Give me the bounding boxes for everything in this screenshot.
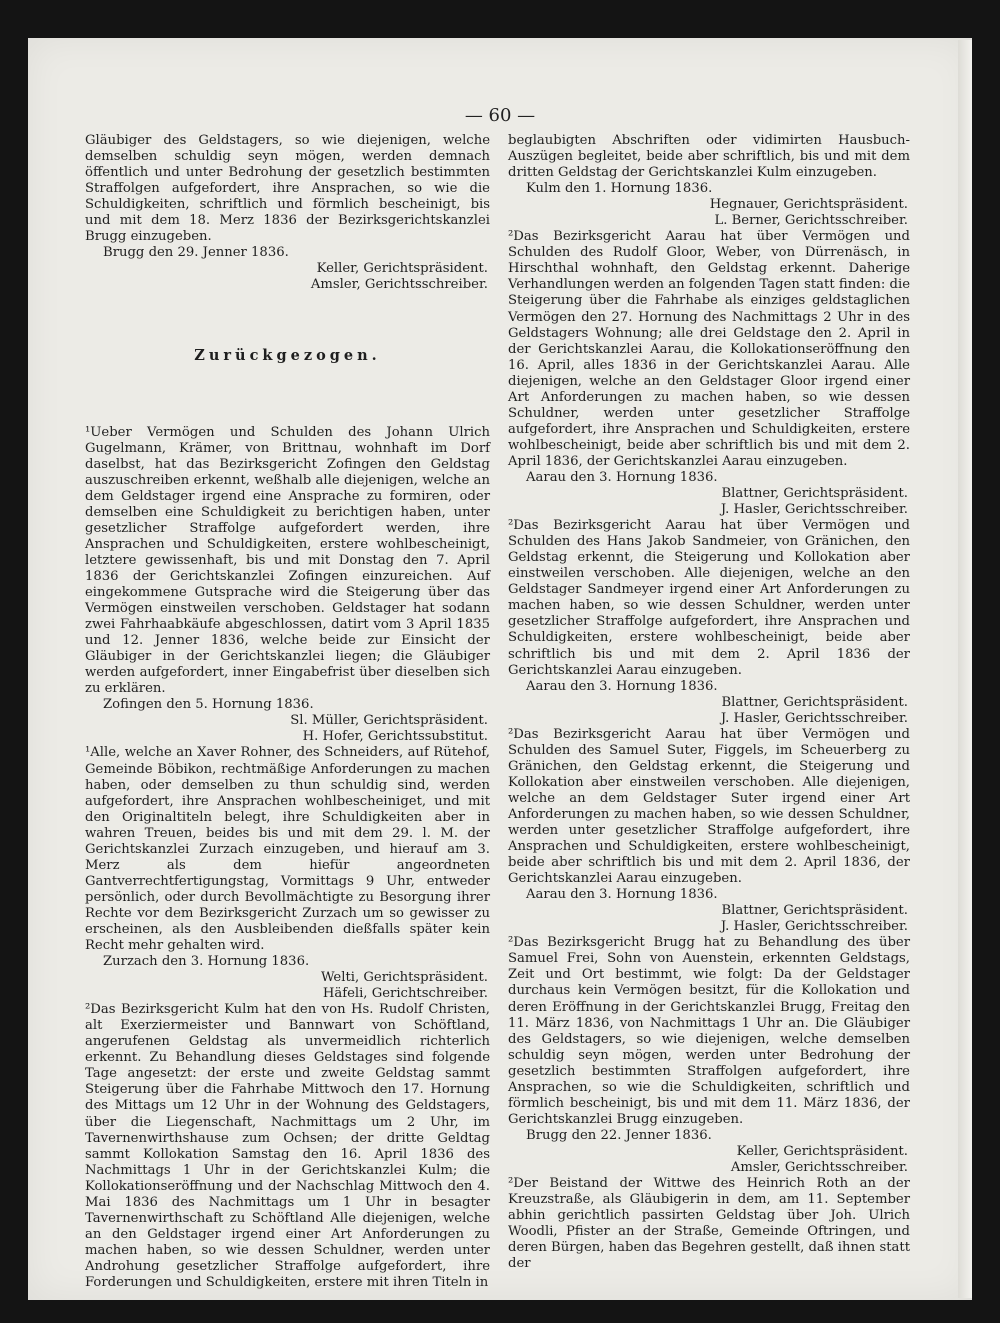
- signature-president: Keller, Gerichtspräsident.: [736, 1143, 908, 1159]
- notice-gloor: ²Das Bezirksgericht Aarau hat über Vermögen und Schulden des Rudolf Gloor, Weber, von Dürrenäsch, in Hirschthal wohnhaft, den Geldstag erkennt. Daherige Verhandlungen werden an folgenden Tagen statt finden: die Steigerung über die Fahrhabe als einziges geldstaglichen Vermögen den 27. Hornung des Nachmittags 2 Uhr in des Geldstagers Wohnung; alle drei Geldstage den 2. April in der Gerichtskanzlei Aarau, die Kollokationseröffnung den 16. April, alles 1836 in der Gerichtskanzlei Aarau. Alle diejenigen, welche an den Geldstager Gloor irgend einer Art Anforderungen zu machen haben, so wie dessen Schuldner, werden unter gesetzlicher Straffolge aufgefordert, ihre Ansprachen und Schuldigkeiten, erstere wohlbescheinigt, beide aber schriftlich bis und mit dem 2. April 1836, der Gerichtskanzlei Aarau einzugeben.: [508, 229, 910, 469]
- right-column: [508, 133, 910, 1272]
- notice-place-date: Zofingen den 5. Hornung 1836.: [103, 697, 314, 713]
- signature-clerk: Amsler, Gerichtsschreiber.: [730, 1160, 908, 1175]
- notice-place-date: Aarau den 3. Hornung 1836.: [526, 678, 718, 694]
- signature-clerk: J. Hasler, Gerichtsschreiber.: [720, 919, 908, 935]
- notice-christen: ²Das Bezirksgericht Kulm hat den von Hs. Rudolf Christen, alt Exerziermeister und Bannwart von Schöftland, angerufenen Geldstag als unvermeidlich richterlich erkennt. Zu Behandlung dieses Geldstages sind folgende Tage angesetzt: der erste und zweite Geldstag sammt Steigerung über die Fahrhabe Mittwoch den 17. Hornung des Mittags um 12 Uhr in der Wohnung des Geldstagers, über die Liegenschaft, Nachmittags um 2 Uhr, im Tavernenwirthshause zum Ochsen; der dritte Geldtag sammt Kollokation Samstag den 16. April 1836 des Nachmittags 1 Uhr in der Gerichtskanzlei Kulm; die Kollokationseröffnung und der Nachschlag Mittwoch den 4. Mai 1836 des Nachmittags um 1 Uhr in besagter Tavernenwirthschaft zu Schöftland Alle diejenigen, welche an den Geldstager irgend einer Art Anforderungen zu machen haben, so wie dessen Schuldner, werden unter Androhung gesetzlicher Straffolge aufgefordert, ihre Forderungen und Schuldigkeiten, erstere mit ihren Titeln in: [85, 1002, 490, 1290]
- page-edge: [958, 40, 972, 1298]
- signature-clerk: Amsler, Gerichtsschreiber.: [310, 277, 488, 293]
- signature-clerk: L. Berner, Gerichtsschreiber.: [714, 213, 908, 229]
- notice-gugelmann: ¹Ueber Vermögen und Schulden des Johann Ulrich Gugelmann, Krämer, von Brittnau, wohnhaft im Dorf daselbst, hat das Bezirksgericht Zofingen den Geldstag auszuschreiben erkennt, weßhalb alle diejenigen, welche an dem Geldstager irgend eine Ansprache zu formiren, oder demselben eine Schuldigkeit zu berichtigen haben, unter gesetzlicher Straffolge aufgefordert werden, ihre Ansprachen und Schuldigkeiten, erstere wohlbescheinigt, letztere gewissenhaft, bis und mit Donstag den 7. April 1836 der Gerichtskanzlei Zofingen einzureichen. Auf eingekommene Gutsprache wird die Steigerung über das Vermögen einstweilen verschoben. Geldstager hat sodann zwei Fahrhaabkäufe abgeschlossen, datirt vom 3 April 1835 und 12. Jenner 1836, welche beide zur Einsicht der Gläubiger in der Gerichtskanzlei liegen; die Gläubiger werden aufgefordert, inner Eingabefrist über dieselben sich zu erklären.: [85, 424, 490, 697]
- signature-clerk: J. Hasler, Gerichtsschreiber.: [720, 502, 908, 518]
- signature-president: Hegnauer, Gerichtspräsident.: [709, 197, 908, 213]
- signature-clerk: J. Hasler, Gerichtsschreiber.: [720, 710, 908, 726]
- notice-place-date: Zurzach den 3. Hornung 1836.: [103, 954, 310, 970]
- signature-president: Blattner, Gerichtspräsident.: [721, 486, 908, 502]
- notice-frei: ²Das Bezirksgericht Brugg hat zu Behandlung des über Samuel Frei, Sohn von Auenstein, erkennten Geldstags, Zeit und Ort bestimmt, wie folgt: Da der Geldstager durchaus kein Vermögen besitzt, für die Kollokation und deren Eröffnung in der Gerichtskanzlei Brugg, Freitag den 11. März 1836, von Nachmittags 1 Uhr an. Die Gläubiger des Geldstagers, so wie diejenigen, welche demselben schuldig seyn mögen, werden unter Bedrohung der gesetzlich bestimmten Straffolgen aufgefordert, ihre Ansprachen, so wie die Schuldigkeiten, schriftlich und förmlich bescheinigt, bis und mit dem 11. März 1836, der Gerichtskanzlei Brugg einzugeben.: [508, 935, 910, 1127]
- left-column: [85, 133, 490, 1291]
- notice-place-date: Kulm den 1. Hornung 1836.: [526, 181, 713, 197]
- section-heading: Zurückgezogen.: [194, 347, 381, 365]
- signature-clerk: Häfeli, Gerichtschreiber.: [322, 986, 488, 1002]
- notice-place-date: Brugg den 22. Jenner 1836.: [526, 1127, 712, 1143]
- notice-continuation: beglaubigten Abschriften oder vidimirten Hausbuch-Auszügen begleitet, beide aber schriftlich, bis und mit dem dritten Geldstag der Gerichtskanzlei Kulm einzugeben.: [508, 133, 910, 181]
- notice-place-date: Aarau den 3. Hornung 1836.: [526, 469, 718, 485]
- notice-suter: ²Das Bezirksgericht Aarau hat über Vermögen und Schulden des Samuel Suter, Figgels, im Scheuerberg zu Gränichen, den Geldstag erkennt, die Steigerung und Kollokation aber einstweilen verschoben. Alle diejenigen, welche an dem Geldstager Suter irgend einer Art Anforderungen zu machen haben, so wie dessen Schuldner, werden unter gesetzlicher Straffolge aufgefordert, ihre Ansprachen und Schuldigkeiten, erstere wohlbescheinigt, beide aber schriftlich bis und mit dem 2. April 1836, der Gerichtskanzlei Aarau einzugeben.: [508, 726, 910, 887]
- notice-continuation: Gläubiger des Geldstagers, so wie diejenigen, welche demselben schuldig seyn mögen, werden demnach öffentlich und unter Bedrohung der gesetzlich bestimmten Straffolgen aufgefordert, ihre Ansprachen, so wie die Schuldigkeiten, schriftlich und förmlich bescheinigt, bis und mit dem 18. Merz 1836 der Bezirksgerichtskanzlei Brugg einzugeben.: [85, 133, 490, 245]
- signature-president: Welti, Gerichtspräsident.: [320, 970, 488, 986]
- signature-president: Blattner, Gerichtspräsident.: [721, 694, 908, 710]
- notice-sandmeier: ²Das Bezirksgericht Aarau hat über Vermögen und Schulden des Hans Jakob Sandmeier, von Gränichen, den Geldstag erkennt, die Steigerung und Kollokation aber einstweilen verschoben. Alle diejenigen, welche an den Geldstager Sandmeyer irgend einer Art Anforderungen zu machen haben, so wie dessen Schuldner, werden unter gesetzlicher Straffolge aufgefordert, ihre Ansprachen und Schuldigkeiten, erstere wohlbescheinigt, beide aber schriftlich bis und mit dem 2. April 1836 der Gerichtskanzlei Aarau einzugeben.: [508, 518, 910, 678]
- signature-president: Sl. Müller, Gerichtspräsident.: [290, 713, 488, 729]
- notice-roth: ²Der Beistand der Wittwe des Heinrich Roth an der Kreuzstraße, als Gläubigerin in dem, am 11. September abhin gerichtlich passirten Geldstag über Joh. Ulrich Woodli, Pfister an der Straße, Gemeinde Oftringen, und deren Bürgen, haben das Begehren gestellt, daß ihnen statt der: [508, 1176, 910, 1272]
- notice-place-date: Aarau den 3. Hornung 1836.: [526, 887, 718, 903]
- notice-place-date: Brugg den 29. Jenner 1836.: [103, 245, 289, 261]
- page-number: — 60 —: [464, 105, 536, 126]
- signature-president: Keller, Gerichtspräsident.: [316, 261, 488, 277]
- signature-clerk: H. Hofer, Gerichtssubstitut.: [302, 729, 488, 745]
- signature-president: Blattner, Gerichtspräsident.: [721, 903, 908, 919]
- notice-rohner: ¹Alle, welche an Xaver Rohner, des Schneiders, auf Rütehof, Gemeinde Böbikon, rechtmäßige Anforderungen zu machen haben, oder demselben zu thun schuldig sind, werden aufgefordert, ihre Ansprachen wohlbescheiniget, und mit den Originaltiteln belegt, ihre Schuldigkeiten aber in wahren Treuen, beides bis und mit dem 29. l. M. der Gerichtskanzlei Zurzach einzugeben, und hierauf am 3. Merz als dem hiefür angeordneten Gantverrechtfertigungstag, Vormittags 9 Uhr, entweder persönlich, oder durch Bevollmächtigte zu Besorgung ihrer Rechte vor dem Bezirksgericht Zurzach um so gewisser zu erscheinen, als den Ausbleibenden dießfalls später kein Recht mehr gehalten wird.: [85, 745, 490, 954]
